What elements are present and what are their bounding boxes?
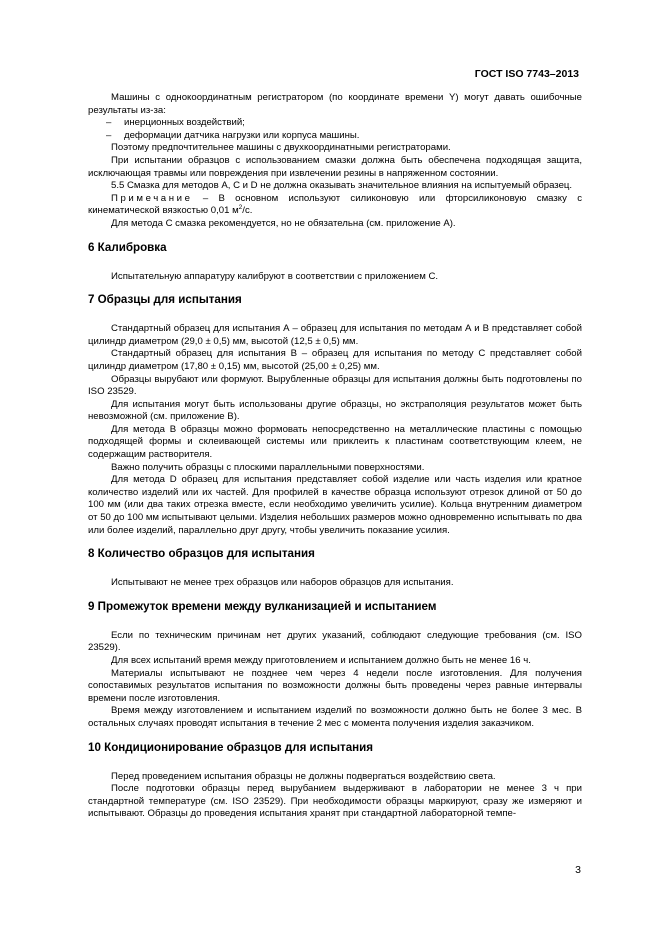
paragraph: Если по техническим причинам нет других указаний, соблюдают следующие требования (см. ISO 23529). (88, 629, 582, 654)
page-number: 3 (575, 864, 581, 876)
paragraph: Материалы испытывают не позднее чем через 4 недели после изготовления. Для получения сопоставимых результатов испытания по возможности должны быть проведены через равные интервалы времени после изготовления. (88, 667, 582, 704)
paragraph: Поэтому предпочтительнее машины с двухкоординатными регистраторами. (111, 142, 451, 154)
paragraph: Для метода С смазка рекомендуется, но не обязательна (см. приложение А). (111, 217, 456, 229)
note: Примечание – В основном используют силиконовую или фторсиликоновую смазку с кинематической вязкостью 0,01 $м^2/с$. (88, 192, 582, 217)
list-item: – инерционных воздействий; (106, 117, 245, 129)
paragraph: Для всех испытаний время между приготовлением и испытанием должно быть не менее 16 ч. (111, 655, 531, 666)
section-heading: 7 Образцы для испытания (88, 293, 242, 307)
paragraph: Образцы вырубают или формуют. Вырубленные образцы для испытания должны быть подготовлены по ISO 23529. (88, 373, 582, 398)
paragraph: Для метода D образец для испытания представляет собой изделие или часть изделия или кратное количество изделий или их частей. Для профилей в качестве образца используют отрезок длиной от 50 до 100 мм (или два таких отрезка вместе, если необходимо увеличить усилие). Кольца внутренним диаметром от 50 до 100 мм испытывают целыми. Изделия небольших размеров можно одновременно испытывать по два или более изделий, параллельно друг другу, чтобы увеличить показание усилия. (88, 474, 582, 536)
paragraph: Испытывают не менее трех образцов или наборов образцов для испытания. (111, 577, 454, 589)
section-heading: 9 Промежуток времени между вулканизацией и испытанием (88, 599, 437, 613)
paragraph: Стандартный образец для испытания А – образец для испытания по методам А и В представляет собой цилиндр диаметром (29,0 ± 0,5) мм, высотой (12,5 ± 0,5) мм. (88, 323, 582, 347)
document-body (88, 92, 582, 821)
paragraph: Время между изготовлением и испытанием изделий по возможности должно быть не более 3 мес. В остальных случаях проводят испытания в течение 2 мес с момента получения изделия заказчиком. (88, 705, 582, 729)
paragraph: 5.5 Смазка для методов А, С и D не должна оказывать значительное влияния на испытуемый образец. (111, 180, 573, 192)
paragraph: После подготовки образцы перед вырубанием выдерживают в лаборатории не менее 3 ч при стандартной температуре (см. ISO 23529). При необходимости образцы маркируют, сразу же измеряют и испытывают. Образцы до проведения испытания хранят при стандартной лабораторной темпе- (88, 783, 582, 820)
list-item: – деформации датчика нагрузки или корпуса машины. (106, 129, 360, 141)
paragraph: Перед проведением испытания образцы не должны подвергаться воздействию света. (111, 770, 496, 782)
section-heading: 6 Калибровка (88, 240, 167, 254)
paragraph: Важно получить образцы с плоскими параллельными поверхностями. (111, 461, 425, 473)
paragraph: Для метода В образцы можно формовать непосредственно на металлические пластины с помощью подходящей формы и склеивающей системы или приклеить к пластинам соответствующим клеем, не содержащим растворителя. (88, 423, 582, 461)
paragraph: Испытательную аппаратуру калибруют в соответствии с приложением С. (111, 270, 439, 282)
section-heading: 10 Кондиционирование образцов для испытания (88, 740, 374, 754)
document-id-header: ГОСТ ISO 7743–2013 (474, 68, 579, 80)
paragraph: Стандартный образец для испытания В – образец для испытания по методу С представляет собой цилиндр диаметром (17,80 ± 0,15) мм, высотой (25,00 ± 0,25) мм. (88, 348, 582, 372)
section-heading: 8 Количество образцов для испытания (88, 547, 315, 561)
note-label: Примечание (111, 192, 193, 204)
paragraph: При испытании образцов с использованием смазки должна быть обеспечена подходящая защита, исключающая травмы или повреждения при извлечении резины в напряженном состоянии. (88, 154, 582, 179)
paragraph: Машины с однокоординатным регистратором (по координате времени Y) могут давать ошибочные результаты из-за: (88, 92, 582, 116)
paragraph: Для испытания могут быть использованы другие образцы, но экстраполяция результатов может быть невозможной (см. приложение В). (88, 398, 582, 423)
